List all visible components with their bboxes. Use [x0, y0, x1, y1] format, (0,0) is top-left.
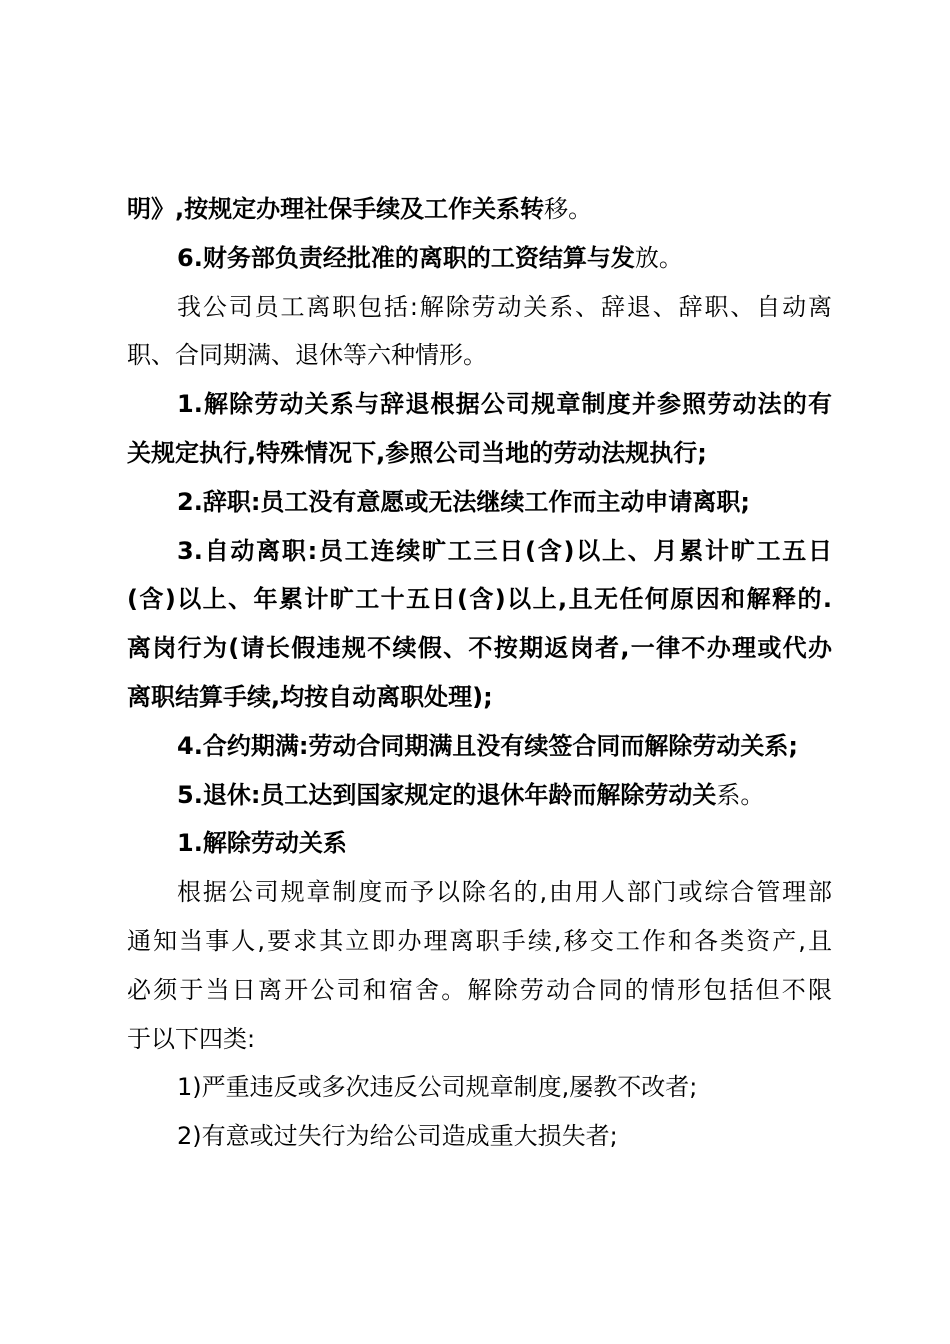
paragraph-line — [127, 624, 832, 673]
normal-text: 移。 — [544, 195, 593, 223]
bold-text: 6.财务部负责经批准的离职的工资结算与发 — [177, 243, 635, 272]
paragraph-line — [127, 380, 832, 429]
paragraph-line — [127, 917, 832, 966]
bold-text: 4.合约期满:劳动合同期满且没有续签合同而解除劳动关系; — [177, 731, 799, 760]
bold-text: 1.解除劳动关系 — [177, 829, 347, 858]
bold-text: 3.自动离职:员工连续旷工三日(含)以上、月累计旷工五日 — [177, 536, 832, 565]
paragraph-line — [127, 771, 832, 820]
paragraph-line — [127, 185, 832, 234]
bold-text: 5.退休:员工达到国家规定的退休年龄而解除劳动关 — [177, 780, 717, 809]
normal-text: 1)严重违反或多次违反公司规章制度,屡教不改者; — [177, 1073, 698, 1102]
bold-text: 明》,按规定办理社保手续及工作关系转 — [127, 195, 545, 223]
normal-text: 放。 — [634, 243, 683, 272]
section-heading — [127, 819, 832, 868]
paragraph-line — [127, 575, 832, 624]
normal-text: 系。 — [716, 780, 765, 809]
paragraph-line — [127, 673, 832, 722]
paragraph-line — [127, 331, 832, 380]
paragraph-line — [127, 429, 832, 478]
list-item — [127, 1112, 832, 1161]
normal-text: 我公司员工离职包括:解除劳动关系、辞退、辞职、自动离 — [177, 292, 832, 321]
paragraph-line — [127, 722, 832, 771]
paragraph-line — [127, 283, 832, 332]
document-body — [127, 185, 832, 1161]
bold-text: (含)以上、年累计旷工十五日(含)以上,且无任何原因和解释的. — [127, 585, 832, 614]
normal-text: 2)有意或过失行为给公司造成重大损失者; — [177, 1122, 618, 1151]
list-item — [127, 1063, 832, 1112]
paragraph-line — [127, 966, 832, 1015]
normal-text: 必须于当日离开公司和宿舍。解除劳动合同的情形包括但不限 — [127, 975, 832, 1004]
bold-text: 1.解除劳动关系与辞退根据公司规章制度并参照劳动法的有 — [177, 390, 832, 419]
bold-text: 离职结算手续,均按自动离职处理); — [127, 682, 493, 711]
normal-text: 于以下四类: — [127, 1024, 256, 1053]
bold-text: 离岗行为(请长假违规不续假、不按期返岗者,一律不办理或代办 — [127, 634, 832, 663]
paragraph-line — [127, 527, 832, 576]
paragraph-line — [127, 1015, 832, 1064]
paragraph-line — [127, 478, 832, 527]
paragraph-line — [127, 234, 832, 283]
bold-text: 2.辞职:员工没有意愿或无法继续工作而主动申请离职; — [177, 487, 751, 516]
normal-text: 职、合同期满、退休等六种情形。 — [127, 341, 487, 370]
bold-text: 关规定执行,特殊情况下,参照公司当地的劳动法规执行; — [127, 438, 707, 467]
normal-text: 通知当事人,要求其立即办理离职手续,移交工作和各类资产,且 — [127, 926, 832, 955]
paragraph-line — [127, 868, 832, 917]
normal-text: 根据公司规章制度而予以除名的,由用人部门或综合管理部 — [177, 878, 832, 907]
